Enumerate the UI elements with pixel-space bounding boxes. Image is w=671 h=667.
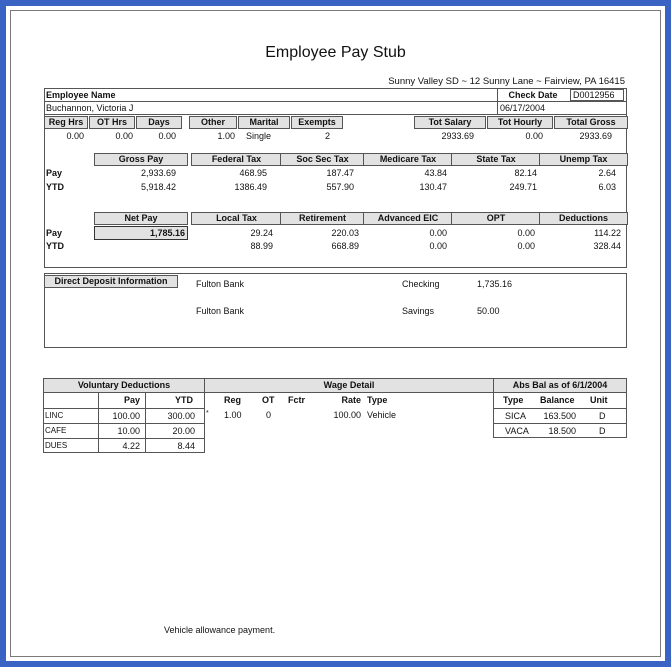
vd-col-ytd: YTD bbox=[175, 395, 193, 405]
vd-pay-3: 4.22 bbox=[122, 441, 140, 451]
pay-federal: 468.95 bbox=[239, 168, 267, 178]
ytd-unemp: 6.03 bbox=[598, 182, 616, 192]
val-total-gross: 2933.69 bbox=[579, 131, 612, 141]
val-marital: Single bbox=[246, 131, 272, 141]
wd-hdr-ot: OT bbox=[262, 395, 275, 405]
pay-unemp: 2.64 bbox=[598, 168, 616, 178]
val-other: 1.00 bbox=[217, 131, 235, 141]
voluntary-deductions-title: Voluntary Deductions bbox=[44, 379, 204, 393]
hdr-marital: Marital bbox=[238, 116, 290, 129]
wd-hdr-fctr: Fctr bbox=[288, 395, 306, 405]
ab-type-1: SICA bbox=[505, 411, 527, 421]
ytd-deductions: 328.44 bbox=[593, 241, 621, 251]
hdr-deductions: Deductions bbox=[539, 212, 628, 225]
hdr-total-gross: Total Gross bbox=[554, 116, 628, 129]
net-pay-value: 1,785.16 bbox=[149, 228, 185, 238]
hdr-ot-hrs: OT Hrs bbox=[89, 116, 135, 129]
pay-soc-sec: 187.47 bbox=[326, 168, 354, 178]
ytd-medicare: 130.47 bbox=[419, 182, 447, 192]
wd-hdr-reg: Reg bbox=[224, 395, 242, 405]
hdr-tot-hourly: Tot Hourly bbox=[487, 116, 553, 129]
pay-medicare: 43.84 bbox=[424, 168, 447, 178]
check-date-label: Check Date bbox=[508, 90, 558, 100]
hdr-retirement: Retirement bbox=[280, 212, 365, 225]
wd-ot: 0 bbox=[266, 410, 272, 420]
ab-unit-1: D bbox=[599, 411, 606, 421]
ytd-retirement: 668.89 bbox=[331, 241, 359, 251]
district-address: Sunny Valley SD ~ 12 Sunny Lane ~ Fairview, PA 16415 bbox=[388, 76, 625, 87]
wd-reg: 1.00 bbox=[224, 410, 242, 420]
pay-deductions: 114.22 bbox=[594, 228, 621, 238]
pay-gross: 2,933.69 bbox=[140, 168, 176, 178]
pay-state: 82.14 bbox=[514, 168, 537, 178]
ab-hdr-unit: Unit bbox=[590, 395, 608, 405]
check-number: D0012956 bbox=[573, 90, 615, 100]
employee-name-label: Employee Name bbox=[46, 90, 116, 100]
pay-retirement: 220.03 bbox=[331, 228, 359, 238]
tax-ytd-label: YTD bbox=[46, 182, 64, 192]
dd-amount-2: 50.00 bbox=[477, 306, 500, 316]
vd-code-3: DUES bbox=[45, 441, 68, 450]
hdr-reg-hrs: Reg Hrs bbox=[44, 116, 88, 129]
ytd-advanced-eic: 0.00 bbox=[429, 241, 447, 251]
ytd-gross: 5,918.42 bbox=[140, 182, 176, 192]
ded-pay-label: Pay bbox=[46, 228, 63, 238]
employee-name: Buchannon, Victoria J bbox=[46, 103, 134, 113]
hdr-local-tax: Local Tax bbox=[191, 212, 282, 225]
hdr-advanced-eic: Advanced EIC bbox=[363, 212, 453, 225]
page-title: Employee Pay Stub bbox=[265, 44, 406, 61]
hdr-state-tax: State Tax bbox=[451, 153, 541, 166]
dd-type-2: Savings bbox=[402, 306, 435, 316]
ded-ytd-label: YTD bbox=[46, 241, 64, 251]
val-tot-salary: 2933.69 bbox=[441, 131, 474, 141]
vd-ytd-3: 8.44 bbox=[177, 441, 195, 451]
direct-deposit-label: Direct Deposit Information bbox=[44, 275, 178, 288]
check-date: 06/17/2004 bbox=[500, 103, 546, 113]
val-exempts: 2 bbox=[325, 131, 331, 141]
hdr-tot-salary: Tot Salary bbox=[414, 116, 486, 129]
val-reg-hrs: 0.00 bbox=[66, 131, 84, 141]
hdr-exempts: Exempts bbox=[291, 116, 343, 129]
abs-balance-title: Abs Bal as of 6/1/2004 bbox=[494, 379, 626, 393]
hdr-gross-pay: Gross Pay bbox=[94, 153, 188, 166]
ab-unit-2: D bbox=[599, 426, 606, 436]
pay-local-tax: 29.24 bbox=[250, 228, 273, 238]
ab-hdr-balance: Balance bbox=[540, 395, 575, 405]
dd-amount-1: 1,735.16 bbox=[477, 279, 513, 289]
wd-hdr-type: Type bbox=[367, 395, 388, 405]
dd-bank-2: Fulton Bank bbox=[196, 306, 245, 316]
vd-col-pay: Pay bbox=[123, 395, 140, 405]
wd-hdr-rate: Rate bbox=[341, 395, 361, 405]
hdr-soc-sec-tax: Soc Sec Tax bbox=[280, 153, 365, 166]
ytd-opt: 0.00 bbox=[517, 241, 535, 251]
vd-code-2: CAFE bbox=[45, 426, 67, 435]
hdr-opt: OPT bbox=[451, 212, 541, 225]
pay-advanced-eic: 0.00 bbox=[429, 228, 447, 238]
dd-bank-1: Fulton Bank bbox=[196, 279, 245, 289]
vd-code-1: LINC bbox=[45, 411, 64, 420]
dd-type-1: Checking bbox=[402, 279, 440, 289]
hdr-federal-tax: Federal Tax bbox=[191, 153, 282, 166]
vd-ytd-1: 300.00 bbox=[167, 411, 195, 421]
pay-note: Vehicle allowance payment. bbox=[164, 625, 276, 635]
vd-pay-1: 100.00 bbox=[112, 411, 140, 421]
hdr-other: Other bbox=[189, 116, 237, 129]
ytd-federal: 1386.49 bbox=[234, 182, 267, 192]
val-days: 0.00 bbox=[158, 131, 176, 141]
wd-type: Vehicle bbox=[367, 410, 397, 420]
hdr-net-pay: Net Pay bbox=[94, 212, 188, 225]
vd-ytd-2: 20.00 bbox=[172, 426, 195, 436]
hdr-days: Days bbox=[136, 116, 182, 129]
val-tot-hourly: 0.00 bbox=[525, 131, 543, 141]
ytd-local-tax: 88.99 bbox=[250, 241, 273, 251]
hdr-unemp-tax: Unemp Tax bbox=[539, 153, 628, 166]
val-ot-hrs: 0.00 bbox=[115, 131, 133, 141]
ab-type-2: VACA bbox=[505, 426, 529, 436]
pay-opt: 0.00 bbox=[517, 228, 535, 238]
vd-pay-2: 10.00 bbox=[117, 426, 140, 436]
ytd-soc-sec: 557.90 bbox=[326, 182, 354, 192]
ab-balance-2: 18.500 bbox=[548, 426, 576, 436]
wd-rate: 100.00 bbox=[333, 410, 361, 420]
ab-balance-1: 163.500 bbox=[543, 411, 576, 421]
ab-hdr-type: Type bbox=[503, 395, 524, 405]
tax-pay-label: Pay bbox=[46, 168, 63, 178]
wage-detail-title: Wage Detail bbox=[323, 380, 375, 390]
ytd-state: 249.71 bbox=[509, 182, 537, 192]
hdr-medicare-tax: Medicare Tax bbox=[363, 153, 453, 166]
wd-marker: * bbox=[206, 410, 209, 417]
